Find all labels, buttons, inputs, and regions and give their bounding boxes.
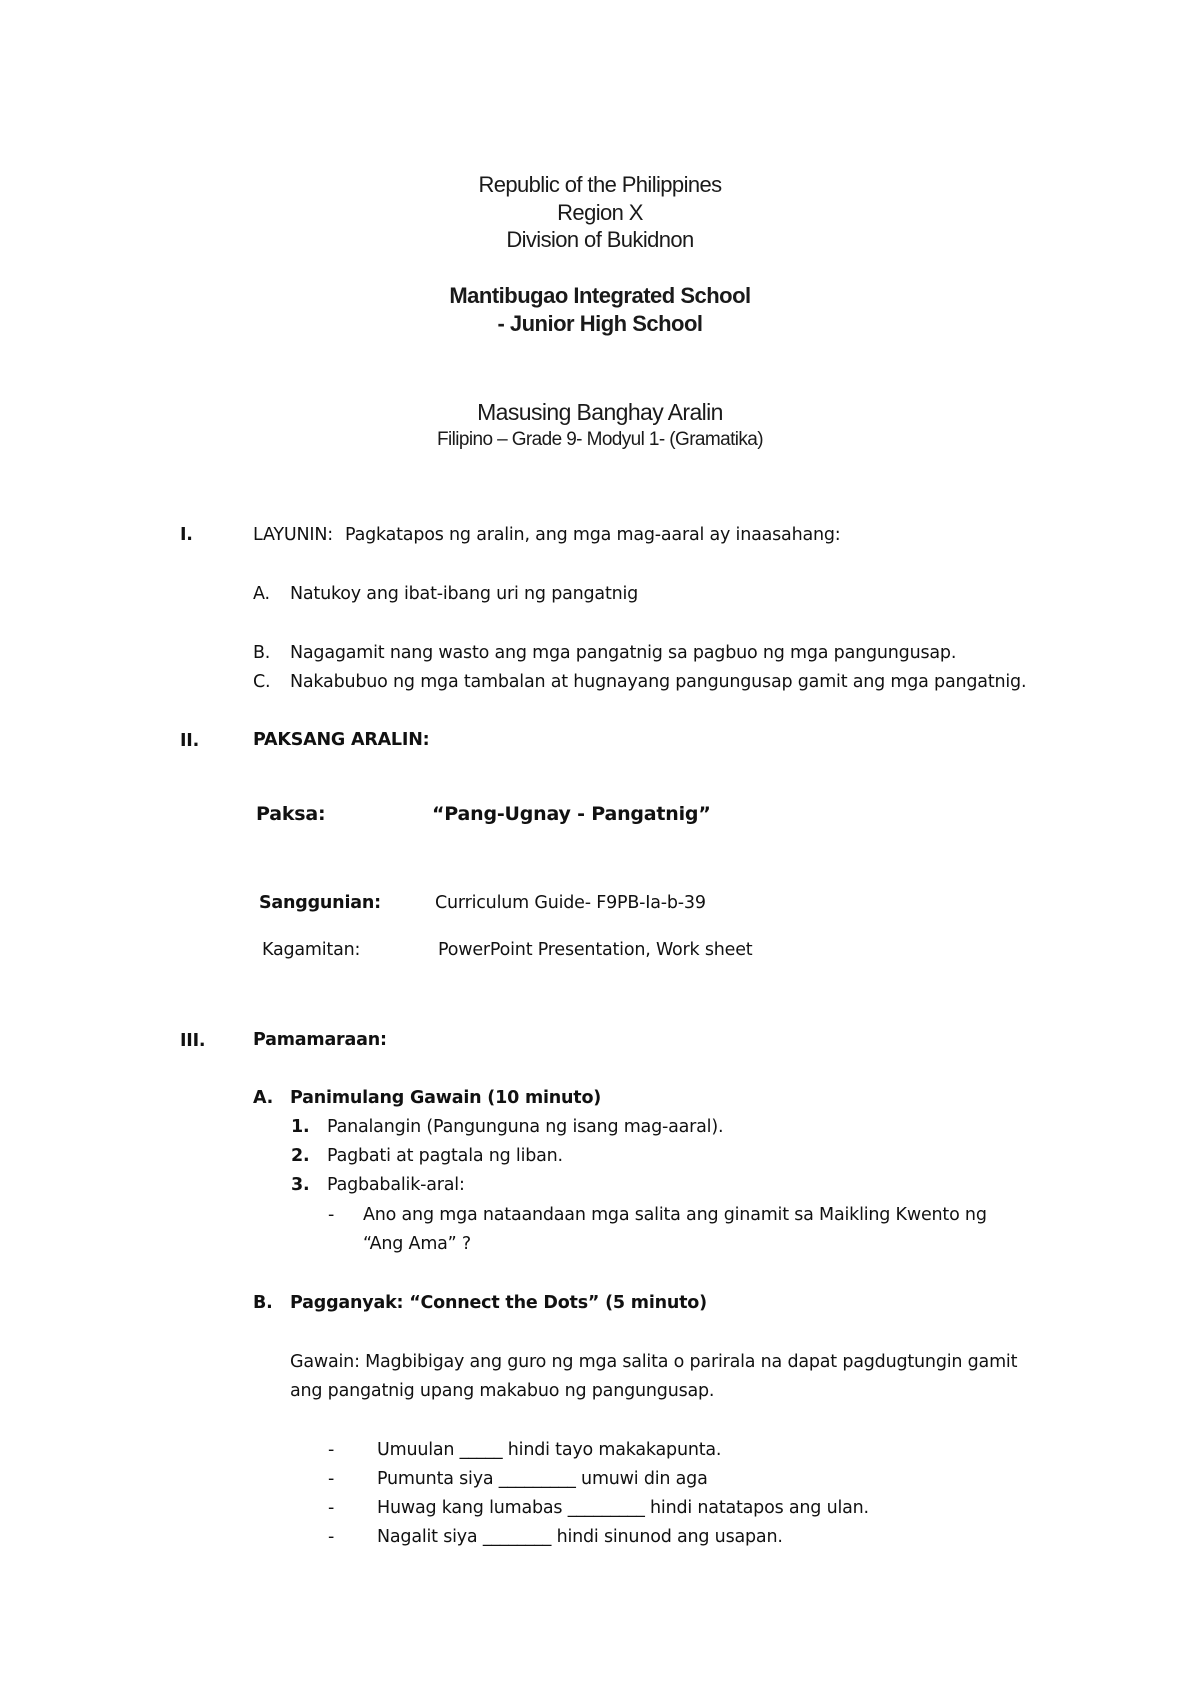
review-question-line1: Ano ang mga nataandaan mga salita ang ginamit sa Maikling Kwento ng [363, 1205, 987, 1225]
header-republic: Republic of the Philippines [478, 172, 722, 197]
step-text: Panalangin (Pangunguna ng isang mag-aaral). [327, 1117, 724, 1137]
section3-number: III. [180, 1031, 206, 1051]
objective-text: Nagagamit nang wasto ang mga pangatnig sa pagbuo ng mga pangungusap. [290, 643, 957, 663]
step-number: 1. [291, 1117, 310, 1137]
exercise-item: Nagalit siya ________ hindi sinunod ang usapan. [377, 1527, 783, 1547]
gawain-line2: ang pangatnig upang makabuo ng pangungusap. [290, 1381, 715, 1401]
sanggunian-label: Sanggunian: [259, 893, 381, 913]
step-number: 3. [291, 1175, 310, 1195]
partB-title: Pagganyak: “Connect the Dots” (5 minuto) [290, 1293, 707, 1313]
gawain-line1: Gawain: Magbibigay ang guro ng mga salita o parirala na dapat pagdugtungin gamit [290, 1352, 1018, 1372]
step-text: Pagbati at pagtala ng liban. [327, 1146, 563, 1166]
section1-intro: Pagkatapos ng aralin, ang mga mag-aaral ay inaasahang: [345, 525, 841, 545]
school-name: Mantibugao Integrated School [449, 283, 751, 308]
paksa-label: Paksa: [256, 803, 326, 825]
exercise-item: Pumunta siya _________ umuwi din aga [377, 1469, 708, 1489]
section3-label: Pamamaraan: [253, 1030, 387, 1050]
partA-letter: A. [253, 1088, 274, 1108]
section2-number: II. [180, 731, 200, 751]
objective-text: Nakabubuo ng mga tambalan at hugnayang pangungusap gamit ang mga pangatnig. [290, 672, 1027, 692]
exercise-item: Huwag kang lumabas _________ hindi natatapos ang ulan. [377, 1498, 869, 1518]
exercise-dash: - [328, 1469, 335, 1489]
section1-number: I. [180, 525, 193, 545]
exercise-item: Umuulan _____ hindi tayo makakapunta. [377, 1440, 722, 1460]
kagamitan-value: PowerPoint Presentation, Work sheet [438, 940, 753, 960]
school-level: - Junior High School [497, 311, 703, 336]
sanggunian-value: Curriculum Guide- F9PB-Ia-b-39 [435, 893, 706, 913]
section1-label: LAYUNIN: [253, 525, 333, 545]
step-text: Pagbabalik-aral: [327, 1175, 465, 1195]
exercise-dash: - [328, 1527, 335, 1547]
section2-label: PAKSANG ARALIN: [253, 730, 430, 750]
exercise-dash: - [328, 1440, 335, 1460]
exercise-dash: - [328, 1498, 335, 1518]
objective-letter: B. [253, 643, 271, 663]
document-title: Masusing Banghay Aralin [477, 399, 723, 425]
kagamitan-label: Kagamitan: [262, 940, 361, 960]
partA-title: Panimulang Gawain (10 minuto) [290, 1088, 602, 1108]
objective-text: Natukoy ang ibat-ibang uri ng pangatnig [290, 584, 639, 604]
question-dash: - [328, 1205, 335, 1225]
objective-letter: C. [253, 672, 271, 692]
review-question-line2: “Ang Ama” ? [363, 1234, 472, 1254]
header-region: Region X [557, 200, 643, 225]
header-division: Division of Bukidnon [506, 227, 694, 252]
objective-letter: A. [253, 584, 270, 604]
step-number: 2. [291, 1146, 310, 1166]
partB-letter: B. [253, 1293, 273, 1313]
paksa-value: “Pang-Ugnay - Pangatnig” [432, 803, 711, 825]
document-subtitle: Filipino – Grade 9- Modyul 1- (Gramatika) [437, 429, 763, 450]
